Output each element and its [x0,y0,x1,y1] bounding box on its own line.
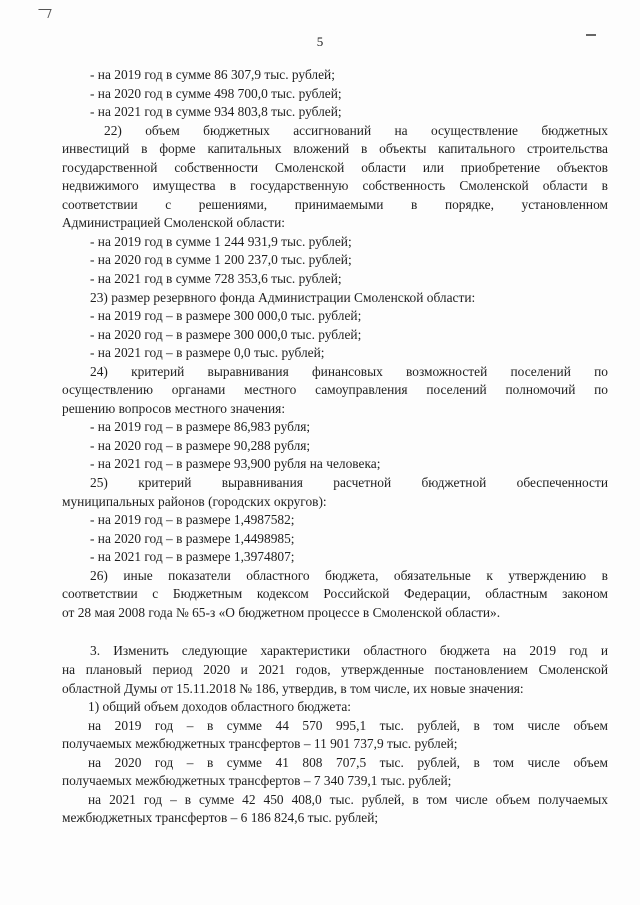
text-line: 23) размер резервного фонда Администрации Смоленской области: [90,289,476,305]
text-line: 22) объем бюджетных ассигнований на осуществление бюджетных [104,122,608,138]
text-line: от 28 мая 2008 года № 65-з «О бюджетном процессе в Смоленской области». [62,604,501,620]
scan-mark [35,9,51,18]
text-line: - на 2019 год в сумме 86 307,9 тыс. рублей; [90,67,335,82]
text-line: осуществлению органами местного самоуправления поселений полномочий по [62,382,608,398]
text-line: 1) общий объем доходов областного бюджета: [88,699,352,715]
text-line: получаемых межбюджетных трансфертов – 7 340 739,1 тыс. рублей; [62,773,452,789]
text-line: - на 2021 год – в размере 0,0 тыс. рублей; [90,345,325,361]
text-line: областной Думы от 15.11.2018 № 186, утвердив, в том числе, их новые значения: [62,680,524,696]
text-line: соответствии с Бюджетным кодексом Российской Федерации, областным законом [62,586,608,602]
text-line: недвижимого имущества в государственную собственность Смоленской области в [62,178,608,194]
text-line: муниципальных районов (городских округов): [62,493,327,509]
paragraph-gap [62,622,608,642]
text-line: 25) критерий выравнивания расчетной бюджетной обеспеченности [90,475,608,491]
text-line: 26) иные показатели областного бюджета, обязательные к утверждению в [90,567,608,583]
text-line: на 2021 год – в сумме 42 450 408,0 тыс. рублей, в том числе объем получаемых [88,791,608,807]
text-line: межбюджетных трансфертов – 6 186 824,6 тыс. рублей; [62,810,379,826]
text-line: - на 2021 год – в размере 1,3974807; [90,549,295,565]
text-line: - на 2020 год в сумме 498 700,0 тыс. рублей; [90,85,342,101]
text-line: - на 2019 год – в размере 1,4987582; [90,512,295,528]
text-line: государственной собственности Смоленской области или приобретение объектов [62,159,608,175]
text-line: 24) критерий выравнивания финансовых возможностей поселений по [90,363,608,379]
text-line: - на 2020 год – в размере 90,288 рубля; [90,437,311,453]
text-line: 3. Изменить следующие характеристики областного бюджета на 2019 год и [90,643,608,659]
document-body [62,66,608,828]
text-line: на 2019 год – в сумме 44 570 995,1 тыс. рублей, в том числе объем [88,717,608,733]
text-line: Администрацией Смоленской области: [62,215,286,231]
page-number: 5 [316,34,324,49]
text-line: - на 2019 год – в размере 86,983 рубля; [90,419,311,435]
text-line: на плановый период 2020 и 2021 годов, утвержденные постановлением Смоленской [62,661,608,677]
text-line: соответствии с решениями, принимаемыми в порядке, установленном [62,196,608,212]
text-line: - на 2021 год – в размере 93,900 рубля на человека; [90,456,381,472]
text-line: получаемых межбюджетных трансфертов – 11 901 737,9 тыс. рублей; [62,736,458,752]
text-line: решению вопросов местного значения: [62,400,286,416]
text-line: - на 2020 год в сумме 1 200 237,0 тыс. рублей; [90,252,352,268]
text-line: - на 2020 год – в размере 1,4498985; [90,530,295,546]
text-line: - на 2019 год в сумме 1 244 931,9 тыс. рублей; [90,233,352,249]
text-line: - на 2019 год – в размере 300 000,0 тыс. рублей; [90,308,362,324]
text-line: - на 2021 год в сумме 728 353,6 тыс. рублей; [90,271,342,287]
text-line: на 2020 год – в сумме 41 808 707,5 тыс. рублей, в том числе объем [88,754,608,770]
text-line: - на 2021 год в сумме 934 803,8 тыс. рублей; [90,104,342,120]
text-line: инвестиций в форме капитальных вложений в объекты капитального строительства [62,141,608,157]
text-line: - на 2020 год – в размере 300 000,0 тыс. рублей; [90,326,362,342]
